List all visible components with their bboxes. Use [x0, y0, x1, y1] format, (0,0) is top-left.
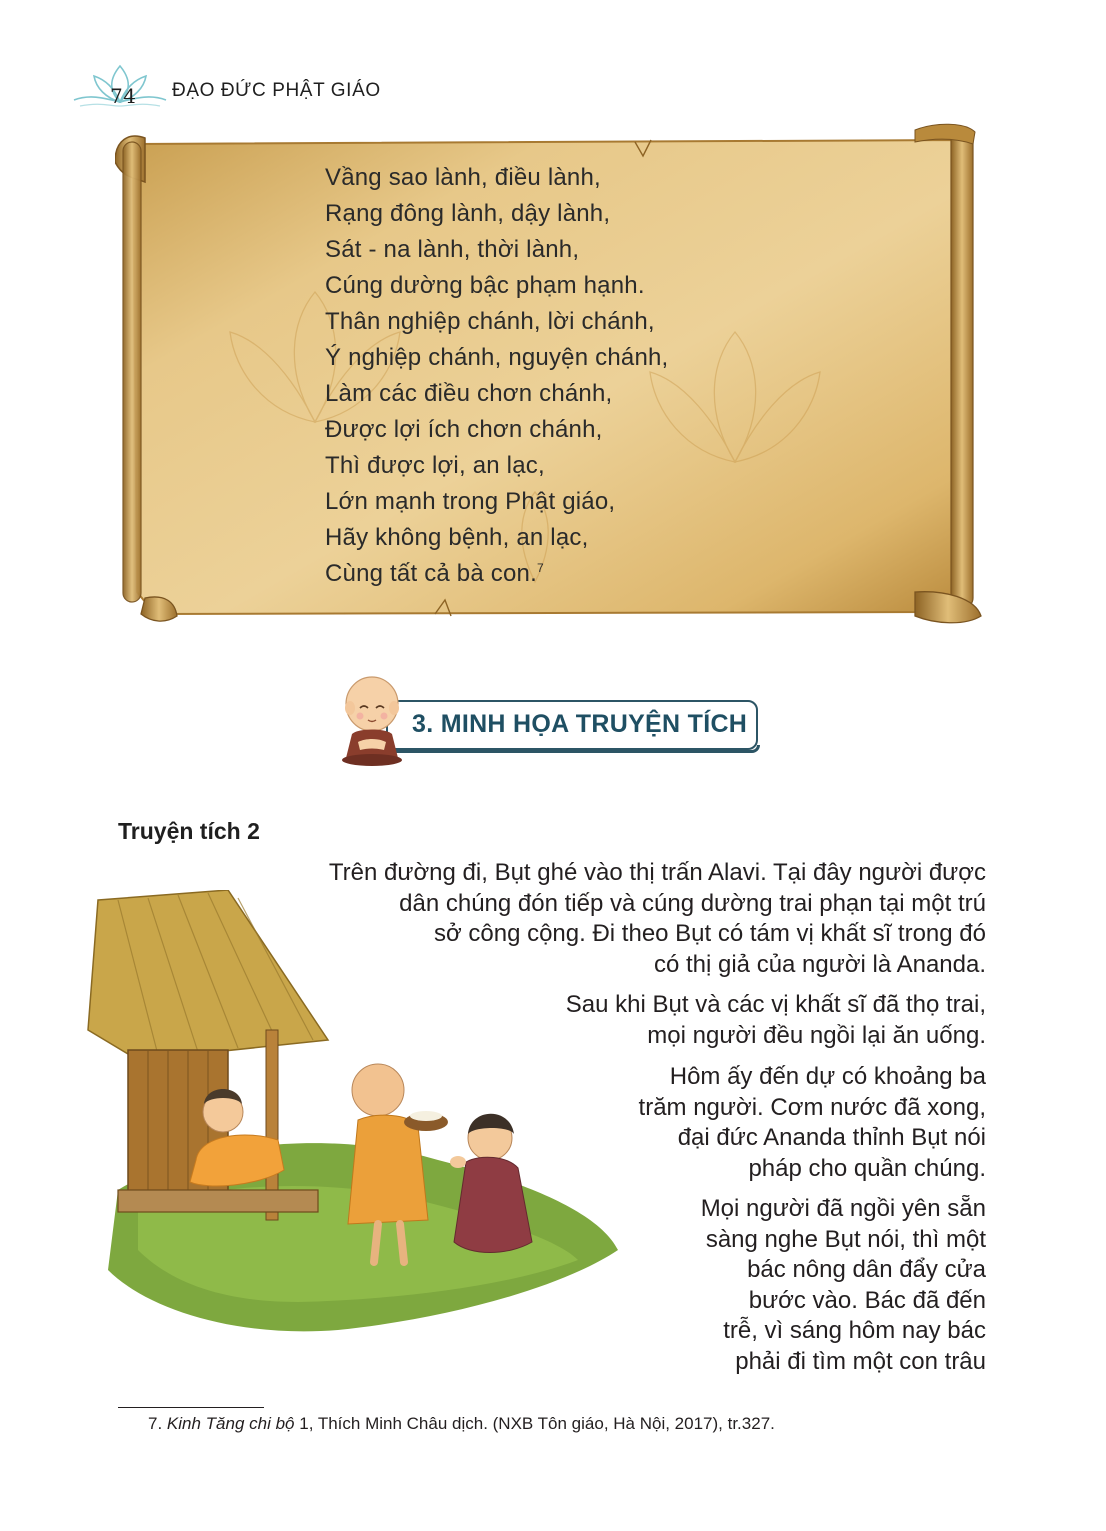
footnote-title: Kinh Tăng chi bộ: [166, 1414, 295, 1433]
paragraph-line: đại đức Ananda thỉnh Bụt nói: [677, 1124, 986, 1151]
story-paragraph-1: [200, 858, 986, 980]
poem-line: Sát - na lành, thời lành,: [325, 236, 580, 263]
paragraph-line: trễ, vì sáng hôm nay bác: [723, 1317, 986, 1344]
footnote-text: 1, Thích Minh Châu dịch. (NXB Tôn giáo, Hà Nội, 2017), tr.327.: [294, 1414, 775, 1433]
paragraph-line: phải đi tìm một con trâu: [735, 1347, 986, 1375]
story-heading: Truyện tích 2: [118, 818, 260, 844]
poem-line: Ý nghiệp chánh, nguyện chánh,: [325, 344, 669, 371]
poem-line: Hãy không bệnh, an lạc,: [325, 524, 589, 551]
poem-line: Rạng đông lành, dậy lành,: [325, 200, 611, 227]
poem-line: Cúng dường bậc phạm hạnh.: [325, 272, 645, 299]
poem-line: Làm các điều chơn chánh,: [325, 380, 613, 407]
poem-line: Lớn mạnh trong Phật giáo,: [325, 488, 616, 515]
section-banner: [338, 672, 768, 767]
poem-line: Cùng tất cả bà con.: [325, 560, 537, 587]
paragraph-line: Trên đường đi, Bụt ghé vào thị trấn Alavi. Tại đây người được: [328, 859, 986, 886]
paragraph-line: sàng nghe Bụt nói, thì một: [705, 1225, 986, 1253]
paragraph-line: sở công cộng. Đi theo Bụt có tám vị khất sĩ trong đó: [433, 920, 986, 947]
story-paragraph-2: [490, 990, 986, 1051]
footnote: [148, 1414, 775, 1434]
poem-line: Thì được lợi, an lạc,: [325, 452, 545, 479]
paragraph-line: mọi người đều ngồi lại ăn uống.: [647, 1021, 986, 1049]
paragraph-line: bước vào. Bác đã đến: [748, 1286, 986, 1314]
paragraph-line: Mọi người đã ngồi yên sẵn: [700, 1195, 986, 1222]
story-paragraph-4: [630, 1194, 986, 1377]
little-monk-icon: [338, 672, 410, 767]
poem-line: Được lợi ích chơn chánh,: [325, 416, 603, 443]
story-paragraph-3: [560, 1062, 986, 1184]
poem-line: Thân nghiệp chánh, lời chánh,: [325, 308, 655, 335]
paragraph-line: Sau khi Bụt và các vị khất sĩ đã thọ trai,: [565, 991, 986, 1018]
paragraph-line: bác nông dân đẩy cửa: [747, 1256, 986, 1283]
page-header: [70, 64, 390, 112]
section-title-shadow: [390, 745, 760, 753]
footnote-rule: [118, 1407, 264, 1408]
paragraph-line: dân chúng đón tiếp và cúng dường trai phạn tại một trú: [399, 889, 986, 917]
poem-line: Vầng sao lành, điều lành,: [325, 164, 601, 191]
poem: [325, 160, 885, 592]
paragraph-line: Hôm ấy đến dự có khoảng ba: [669, 1063, 986, 1090]
poem-last-line: [325, 556, 885, 592]
footnote-marker[interactable]: 7: [536, 561, 544, 575]
paragraph-line: pháp cho quần chúng.: [748, 1154, 986, 1182]
paragraph-line: có thị giả của người là Ananda.: [653, 950, 986, 978]
section-title: 3. MINH HỌA TRUYỆN TÍCH: [412, 710, 748, 738]
footnote-number: 7.: [148, 1414, 163, 1433]
book-title: ĐẠO ĐỨC PHẬT GIÁO: [172, 80, 381, 101]
paragraph-line: trăm người. Cơm nước đã xong,: [638, 1093, 986, 1121]
page-number: 74: [110, 84, 137, 108]
